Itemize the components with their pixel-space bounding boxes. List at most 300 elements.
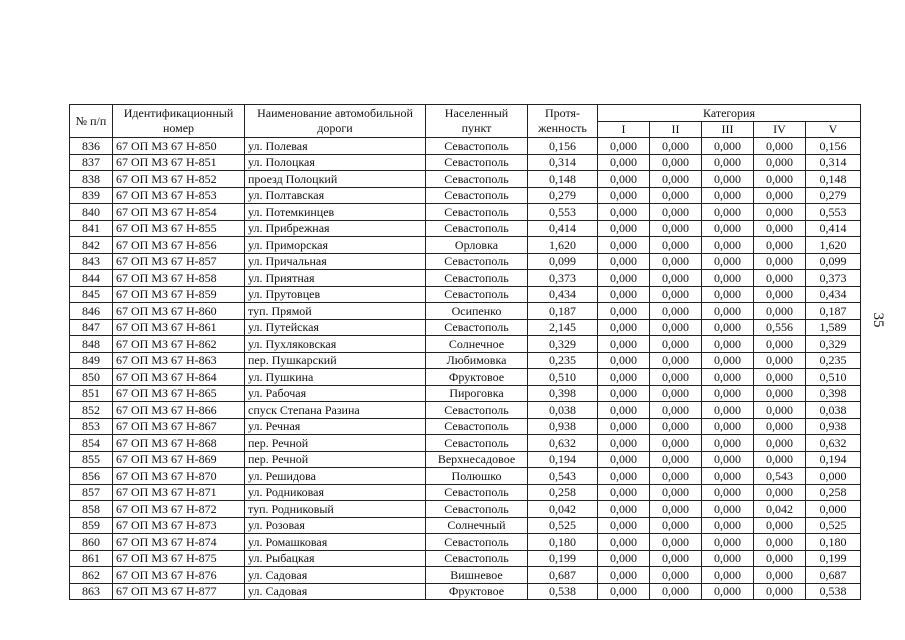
- table-row: [70, 253, 861, 270]
- header-num: № п/п: [70, 105, 113, 138]
- cell-category-3: 0,000: [702, 534, 754, 551]
- cell-category-3: 0,000: [702, 336, 754, 353]
- table-row: [70, 550, 861, 567]
- cell-category-1: 0,000: [598, 336, 650, 353]
- cell-settlement: Севастополь: [426, 171, 528, 188]
- cell-num: 852: [70, 402, 113, 419]
- cell-length: 0,235: [528, 352, 598, 369]
- cell-length: 0,632: [528, 435, 598, 452]
- cell-settlement: Севастополь: [426, 435, 528, 452]
- cell-road-name: ул. Ромашковая: [245, 534, 426, 551]
- cell-length: 0,279: [528, 187, 598, 204]
- cell-length: 0,156: [528, 138, 598, 155]
- cell-category-4: 0,000: [754, 369, 806, 386]
- cell-id: 67 ОП МЗ 67 Н-863: [113, 352, 245, 369]
- cell-category-3: 0,000: [702, 270, 754, 287]
- cell-category-2: 0,000: [650, 418, 702, 435]
- cell-road-name: пер. Пушкарский: [245, 352, 426, 369]
- cell-num: 844: [70, 270, 113, 287]
- cell-category-2: 0,000: [650, 517, 702, 534]
- cell-category-1: 0,000: [598, 220, 650, 237]
- table-header: [70, 105, 861, 138]
- header-road-name: Наименование автомобильной дороги: [245, 105, 426, 138]
- cell-road-name: ул. Пухляковская: [245, 336, 426, 353]
- cell-num: 860: [70, 534, 113, 551]
- cell-category-5: 0,687: [806, 567, 861, 584]
- cell-settlement: Верхнесадовое: [426, 451, 528, 468]
- cell-category-3: 0,000: [702, 385, 754, 402]
- cell-road-name: проезд Полоцкий: [245, 171, 426, 188]
- cell-category-3: 0,000: [702, 484, 754, 501]
- cell-category-1: 0,000: [598, 253, 650, 270]
- cell-category-5: 0,414: [806, 220, 861, 237]
- cell-category-2: 0,000: [650, 484, 702, 501]
- cell-category-1: 0,000: [598, 501, 650, 518]
- cell-road-name: ул. Полоцкая: [245, 154, 426, 171]
- cell-length: 0,314: [528, 154, 598, 171]
- cell-settlement: Севастополь: [426, 154, 528, 171]
- cell-category-3: 0,000: [702, 369, 754, 386]
- cell-category-4: 0,000: [754, 352, 806, 369]
- cell-category-5: 0,553: [806, 204, 861, 221]
- cell-category-4: 0,000: [754, 435, 806, 452]
- cell-category-2: 0,000: [650, 336, 702, 353]
- cell-length: 0,373: [528, 270, 598, 287]
- cell-category-5: 0,235: [806, 352, 861, 369]
- cell-length: 0,434: [528, 286, 598, 303]
- cell-category-2: 0,000: [650, 303, 702, 320]
- cell-category-5: 0,180: [806, 534, 861, 551]
- cell-length: 0,687: [528, 567, 598, 584]
- cell-category-5: 0,329: [806, 336, 861, 353]
- cell-id: 67 ОП МЗ 67 Н-853: [113, 187, 245, 204]
- cell-category-4: 0,000: [754, 517, 806, 534]
- cell-category-4: 0,000: [754, 336, 806, 353]
- cell-road-name: ул. Путейская: [245, 319, 426, 336]
- cell-road-name: туп. Родниковый: [245, 501, 426, 518]
- cell-category-4: 0,000: [754, 402, 806, 419]
- cell-num: 857: [70, 484, 113, 501]
- cell-length: 0,199: [528, 550, 598, 567]
- cell-settlement: Севастополь: [426, 138, 528, 155]
- cell-settlement: Севастополь: [426, 270, 528, 287]
- cell-category-1: 0,000: [598, 352, 650, 369]
- cell-category-5: 0,279: [806, 187, 861, 204]
- cell-category-1: 0,000: [598, 550, 650, 567]
- cell-road-name: ул. Родниковая: [245, 484, 426, 501]
- cell-settlement: Солнечный: [426, 517, 528, 534]
- cell-category-4: 0,000: [754, 385, 806, 402]
- cell-length: 0,180: [528, 534, 598, 551]
- cell-num: 846: [70, 303, 113, 320]
- cell-category-2: 0,000: [650, 138, 702, 155]
- cell-category-1: 0,000: [598, 517, 650, 534]
- cell-id: 67 ОП МЗ 67 Н-875: [113, 550, 245, 567]
- table-row: [70, 319, 861, 336]
- cell-category-1: 0,000: [598, 204, 650, 221]
- cell-length: 0,538: [528, 583, 598, 600]
- cell-category-4: 0,000: [754, 187, 806, 204]
- header-category-1: I: [598, 122, 650, 138]
- cell-category-4: 0,042: [754, 501, 806, 518]
- cell-category-4: 0,000: [754, 270, 806, 287]
- table-row: [70, 468, 861, 485]
- cell-id: 67 ОП МЗ 67 Н-877: [113, 583, 245, 600]
- cell-category-4: 0,000: [754, 286, 806, 303]
- header-settlement: Населенный пункт: [426, 105, 528, 138]
- cell-category-2: 0,000: [650, 319, 702, 336]
- cell-category-2: 0,000: [650, 451, 702, 468]
- cell-num: 838: [70, 171, 113, 188]
- cell-category-4: 0,000: [754, 567, 806, 584]
- cell-settlement: Севастополь: [426, 253, 528, 270]
- cell-num: 843: [70, 253, 113, 270]
- header-category-3: III: [702, 122, 754, 138]
- cell-length: 1,620: [528, 237, 598, 254]
- cell-category-5: 0,199: [806, 550, 861, 567]
- cell-length: 0,038: [528, 402, 598, 419]
- table-row: [70, 187, 861, 204]
- cell-num: 863: [70, 583, 113, 600]
- cell-category-5: 0,373: [806, 270, 861, 287]
- cell-id: 67 ОП МЗ 67 Н-861: [113, 319, 245, 336]
- cell-category-4: 0,000: [754, 451, 806, 468]
- cell-category-1: 0,000: [598, 567, 650, 584]
- cell-id: 67 ОП МЗ 67 Н-857: [113, 253, 245, 270]
- table-row: [70, 369, 861, 386]
- cell-category-5: 0,156: [806, 138, 861, 155]
- cell-road-name: ул. Потемкинцев: [245, 204, 426, 221]
- cell-category-2: 0,000: [650, 583, 702, 600]
- cell-settlement: Фруктовое: [426, 369, 528, 386]
- cell-num: 862: [70, 567, 113, 584]
- cell-category-2: 0,000: [650, 286, 702, 303]
- cell-category-2: 0,000: [650, 550, 702, 567]
- cell-road-name: ул. Садовая: [245, 583, 426, 600]
- cell-road-name: ул. Речная: [245, 418, 426, 435]
- cell-category-3: 0,000: [702, 303, 754, 320]
- cell-length: 0,543: [528, 468, 598, 485]
- cell-category-5: 0,434: [806, 286, 861, 303]
- cell-settlement: Орловка: [426, 237, 528, 254]
- cell-category-2: 0,000: [650, 369, 702, 386]
- cell-category-2: 0,000: [650, 501, 702, 518]
- cell-category-3: 0,000: [702, 352, 754, 369]
- cell-settlement: Фруктовое: [426, 583, 528, 600]
- cell-category-4: 0,000: [754, 154, 806, 171]
- cell-category-4: 0,000: [754, 418, 806, 435]
- cell-category-1: 0,000: [598, 237, 650, 254]
- cell-road-name: ул. Полевая: [245, 138, 426, 155]
- cell-road-name: ул. Прибрежная: [245, 220, 426, 237]
- cell-category-3: 0,000: [702, 418, 754, 435]
- table-row: [70, 567, 861, 584]
- cell-settlement: Осипенко: [426, 303, 528, 320]
- header-category: Категория: [598, 105, 861, 122]
- cell-length: 0,194: [528, 451, 598, 468]
- cell-category-3: 0,000: [702, 550, 754, 567]
- cell-road-name: ул. Рыбацкая: [245, 550, 426, 567]
- cell-category-4: 0,000: [754, 237, 806, 254]
- cell-road-name: ул. Причальная: [245, 253, 426, 270]
- cell-settlement: Севастополь: [426, 220, 528, 237]
- header-length: Протя- женность: [528, 105, 598, 138]
- cell-id: 67 ОП МЗ 67 Н-864: [113, 369, 245, 386]
- cell-category-4: 0,000: [754, 171, 806, 188]
- cell-category-1: 0,000: [598, 270, 650, 287]
- cell-road-name: ул. Пушкина: [245, 369, 426, 386]
- cell-id: 67 ОП МЗ 67 Н-856: [113, 237, 245, 254]
- cell-category-3: 0,000: [702, 517, 754, 534]
- table-row: [70, 451, 861, 468]
- cell-road-name: пер. Речной: [245, 451, 426, 468]
- table-row: [70, 220, 861, 237]
- cell-num: 839: [70, 187, 113, 204]
- cell-category-5: 0,187: [806, 303, 861, 320]
- cell-road-name: ул. Прутовцев: [245, 286, 426, 303]
- cell-num: 851: [70, 385, 113, 402]
- cell-num: 849: [70, 352, 113, 369]
- cell-category-3: 0,000: [702, 171, 754, 188]
- cell-id: 67 ОП МЗ 67 Н-855: [113, 220, 245, 237]
- cell-category-1: 0,000: [598, 171, 650, 188]
- cell-category-4: 0,556: [754, 319, 806, 336]
- cell-category-2: 0,000: [650, 567, 702, 584]
- table-row: [70, 352, 861, 369]
- cell-settlement: Севастополь: [426, 550, 528, 567]
- cell-settlement: Севастополь: [426, 418, 528, 435]
- table-row: [70, 534, 861, 551]
- cell-category-1: 0,000: [598, 369, 650, 386]
- cell-category-4: 0,000: [754, 253, 806, 270]
- cell-category-4: 0,000: [754, 534, 806, 551]
- cell-category-3: 0,000: [702, 253, 754, 270]
- cell-category-1: 0,000: [598, 484, 650, 501]
- header-category-4: IV: [754, 122, 806, 138]
- cell-category-1: 0,000: [598, 451, 650, 468]
- cell-road-name: туп. Прямой: [245, 303, 426, 320]
- cell-settlement: Севастополь: [426, 402, 528, 419]
- cell-length: 0,187: [528, 303, 598, 320]
- cell-category-4: 0,000: [754, 550, 806, 567]
- cell-settlement: Севастополь: [426, 534, 528, 551]
- cell-road-name: пер. Речной: [245, 435, 426, 452]
- cell-category-4: 0,543: [754, 468, 806, 485]
- cell-category-5: 0,938: [806, 418, 861, 435]
- table-row: [70, 154, 861, 171]
- cell-num: 840: [70, 204, 113, 221]
- cell-category-1: 0,000: [598, 402, 650, 419]
- cell-road-name: ул. Садовая: [245, 567, 426, 584]
- cell-category-5: 0,000: [806, 468, 861, 485]
- cell-num: 845: [70, 286, 113, 303]
- cell-category-2: 0,000: [650, 534, 702, 551]
- cell-num: 861: [70, 550, 113, 567]
- cell-category-3: 0,000: [702, 451, 754, 468]
- cell-category-2: 0,000: [650, 220, 702, 237]
- table-row: [70, 303, 861, 320]
- header-row: [70, 105, 861, 122]
- cell-category-5: 1,589: [806, 319, 861, 336]
- cell-length: 0,398: [528, 385, 598, 402]
- cell-category-4: 0,000: [754, 484, 806, 501]
- cell-settlement: Севастополь: [426, 319, 528, 336]
- cell-category-2: 0,000: [650, 204, 702, 221]
- cell-category-5: 0,525: [806, 517, 861, 534]
- cell-road-name: ул. Рабочая: [245, 385, 426, 402]
- header-category-5: V: [806, 122, 861, 138]
- cell-category-2: 0,000: [650, 435, 702, 452]
- table-row: [70, 501, 861, 518]
- cell-category-5: 0,258: [806, 484, 861, 501]
- cell-length: 0,258: [528, 484, 598, 501]
- cell-category-3: 0,000: [702, 154, 754, 171]
- cell-category-1: 0,000: [598, 303, 650, 320]
- cell-id: 67 ОП МЗ 67 Н-852: [113, 171, 245, 188]
- table-row: [70, 286, 861, 303]
- cell-category-5: 0,632: [806, 435, 861, 452]
- cell-id: 67 ОП МЗ 67 Н-860: [113, 303, 245, 320]
- cell-category-2: 0,000: [650, 154, 702, 171]
- table-row: [70, 583, 861, 600]
- table-row: [70, 237, 861, 254]
- cell-num: 841: [70, 220, 113, 237]
- table-row: [70, 171, 861, 188]
- table-row: [70, 138, 861, 155]
- cell-settlement: Полюшко: [426, 468, 528, 485]
- cell-id: 67 ОП МЗ 67 Н-872: [113, 501, 245, 518]
- table-row: [70, 204, 861, 221]
- cell-settlement: Севастополь: [426, 187, 528, 204]
- cell-category-3: 0,000: [702, 204, 754, 221]
- cell-settlement: Вишневое: [426, 567, 528, 584]
- cell-category-5: 0,538: [806, 583, 861, 600]
- cell-length: 0,042: [528, 501, 598, 518]
- cell-category-3: 0,000: [702, 237, 754, 254]
- cell-category-2: 0,000: [650, 402, 702, 419]
- cell-category-1: 0,000: [598, 385, 650, 402]
- header-category-2: II: [650, 122, 702, 138]
- cell-category-5: 0,099: [806, 253, 861, 270]
- cell-id: 67 ОП МЗ 67 Н-858: [113, 270, 245, 287]
- cell-settlement: Севастополь: [426, 501, 528, 518]
- cell-category-5: 0,194: [806, 451, 861, 468]
- cell-category-1: 0,000: [598, 187, 650, 204]
- cell-category-5: 0,148: [806, 171, 861, 188]
- cell-category-1: 0,000: [598, 154, 650, 171]
- cell-length: 0,329: [528, 336, 598, 353]
- cell-category-4: 0,000: [754, 220, 806, 237]
- cell-id: 67 ОП МЗ 67 Н-871: [113, 484, 245, 501]
- cell-length: 0,510: [528, 369, 598, 386]
- cell-road-name: ул. Приморская: [245, 237, 426, 254]
- cell-category-5: 0,510: [806, 369, 861, 386]
- cell-length: 0,553: [528, 204, 598, 221]
- cell-settlement: Севастополь: [426, 286, 528, 303]
- cell-category-1: 0,000: [598, 286, 650, 303]
- table-body: [70, 138, 861, 600]
- cell-category-2: 0,000: [650, 187, 702, 204]
- cell-category-1: 0,000: [598, 138, 650, 155]
- cell-num: 847: [70, 319, 113, 336]
- cell-category-2: 0,000: [650, 171, 702, 188]
- cell-id: 67 ОП МЗ 67 Н-866: [113, 402, 245, 419]
- cell-category-2: 0,000: [650, 468, 702, 485]
- cell-category-1: 0,000: [598, 319, 650, 336]
- cell-category-3: 0,000: [702, 567, 754, 584]
- cell-category-1: 0,000: [598, 418, 650, 435]
- cell-id: 67 ОП МЗ 67 Н-854: [113, 204, 245, 221]
- cell-category-4: 0,000: [754, 138, 806, 155]
- cell-category-4: 0,000: [754, 583, 806, 600]
- cell-num: 853: [70, 418, 113, 435]
- cell-settlement: Любимовка: [426, 352, 528, 369]
- cell-num: 848: [70, 336, 113, 353]
- cell-category-1: 0,000: [598, 534, 650, 551]
- cell-category-5: 0,000: [806, 501, 861, 518]
- cell-id: 67 ОП МЗ 67 Н-870: [113, 468, 245, 485]
- table-row: [70, 402, 861, 419]
- cell-length: 0,099: [528, 253, 598, 270]
- cell-category-5: 0,038: [806, 402, 861, 419]
- cell-length: 0,525: [528, 517, 598, 534]
- header-id: Идентификационный номер: [113, 105, 245, 138]
- cell-road-name: ул. Розовая: [245, 517, 426, 534]
- cell-road-name: ул. Решидова: [245, 468, 426, 485]
- table-row: [70, 270, 861, 287]
- cell-category-3: 0,000: [702, 583, 754, 600]
- cell-length: 0,414: [528, 220, 598, 237]
- cell-category-2: 0,000: [650, 352, 702, 369]
- cell-id: 67 ОП МЗ 67 Н-862: [113, 336, 245, 353]
- cell-num: 859: [70, 517, 113, 534]
- cell-num: 836: [70, 138, 113, 155]
- cell-category-1: 0,000: [598, 435, 650, 452]
- cell-length: 2,145: [528, 319, 598, 336]
- page-number: 35: [870, 312, 886, 328]
- cell-id: 67 ОП МЗ 67 Н-867: [113, 418, 245, 435]
- cell-id: 67 ОП МЗ 67 Н-873: [113, 517, 245, 534]
- cell-category-3: 0,000: [702, 187, 754, 204]
- cell-settlement: Севастополь: [426, 484, 528, 501]
- cell-num: 842: [70, 237, 113, 254]
- cell-category-2: 0,000: [650, 270, 702, 287]
- cell-num: 858: [70, 501, 113, 518]
- table-row: [70, 484, 861, 501]
- cell-category-2: 0,000: [650, 385, 702, 402]
- cell-category-1: 0,000: [598, 583, 650, 600]
- cell-category-3: 0,000: [702, 435, 754, 452]
- cell-category-3: 0,000: [702, 468, 754, 485]
- table-row: [70, 336, 861, 353]
- table-row: [70, 435, 861, 452]
- table-row: [70, 517, 861, 534]
- cell-category-4: 0,000: [754, 204, 806, 221]
- cell-id: 67 ОП МЗ 67 Н-874: [113, 534, 245, 551]
- cell-id: 67 ОП МЗ 67 Н-869: [113, 451, 245, 468]
- cell-category-5: 0,314: [806, 154, 861, 171]
- cell-category-3: 0,000: [702, 501, 754, 518]
- cell-category-2: 0,000: [650, 237, 702, 254]
- table-row: [70, 385, 861, 402]
- cell-category-3: 0,000: [702, 220, 754, 237]
- cell-settlement: Севастополь: [426, 204, 528, 221]
- cell-id: 67 ОП МЗ 67 Н-876: [113, 567, 245, 584]
- cell-category-3: 0,000: [702, 286, 754, 303]
- cell-id: 67 ОП МЗ 67 Н-859: [113, 286, 245, 303]
- cell-num: 850: [70, 369, 113, 386]
- cell-road-name: ул. Полтавская: [245, 187, 426, 204]
